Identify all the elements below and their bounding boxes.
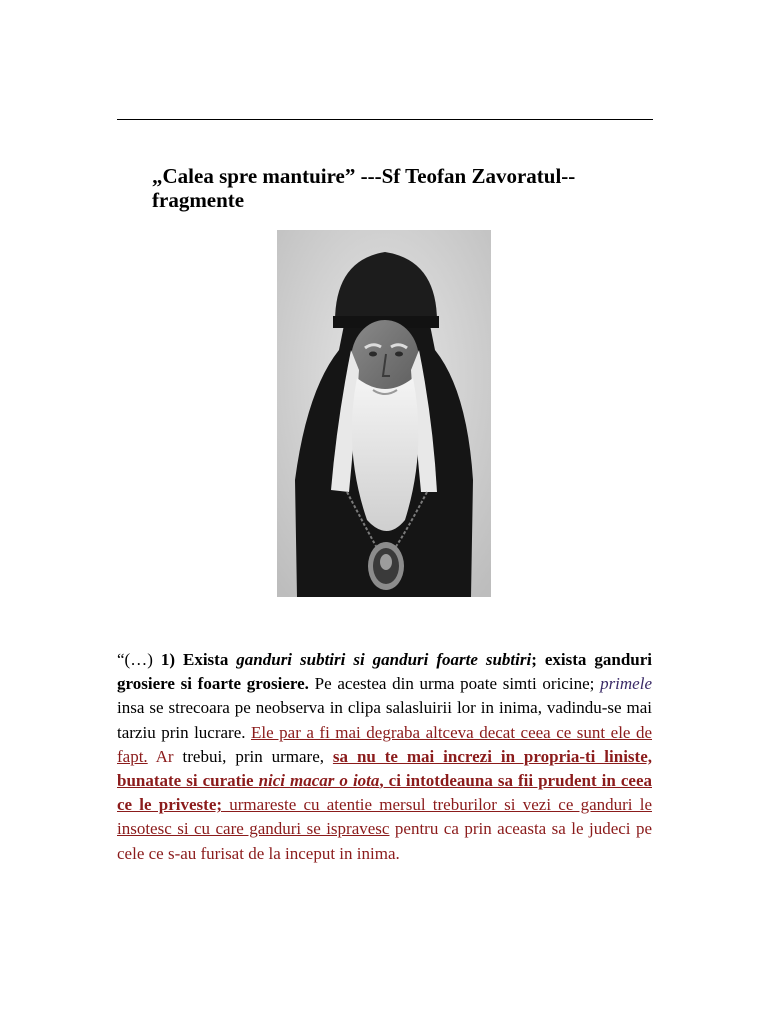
title-line-2: fragmente — [152, 188, 245, 212]
red-closing: pentru ca prin aceasta sa le judeci pe cele ce s-au furisat de la inceput in inima. — [117, 819, 653, 863]
plain-text-1: Pe acestea din urma poate simti oricine; — [308, 674, 601, 694]
title-line-1: „Calea spre mantuire” ---Sf Teofan Zavoratul-- — [152, 164, 576, 188]
red-ar: Ar — [147, 746, 174, 766]
saint-portrait-image — [277, 230, 491, 597]
open-quote: “(…) — [117, 650, 161, 669]
gross-thoughts-sentence: ; exista ganduri grosiere si foarte grosiere. — [117, 650, 652, 694]
point-number: 1) Exista — [160, 650, 237, 669]
red-underlined-2: urmareste cu atentie mersul treburilor si vezi ce ganduri le insotesc si cu care ganduri se ispravesc — [117, 795, 652, 839]
document-title — [152, 164, 652, 212]
page-rule — [117, 119, 653, 120]
bold-red-underlined-2: , ci intotdeauna sa fii prudent in ceea ce le priveste; — [117, 771, 652, 815]
plain-text-3: trebui, prin urmare, — [173, 746, 333, 766]
red-underlined-sentence: Ele par a fi mai degraba altceva decat ceea ce sunt ele de fapt. — [117, 722, 653, 766]
subtle-thoughts-phrase: ganduri subtiri si ganduri foarte subtiri — [236, 650, 532, 669]
bold-red-italic-phrase: nici macar o iota — [258, 771, 380, 791]
bold-red-underlined-1: sa nu te mai increzi in propria-ti liniste, bunatate si curatie — [117, 746, 653, 791]
primele-word: primele — [600, 674, 652, 694]
plain-text-2: insa se strecoara pe neobserva in clipa salasluirii lor in inima, vadindu-se mai tarziu prin lucrare. — [117, 698, 652, 742]
body-paragraph — [117, 648, 652, 866]
